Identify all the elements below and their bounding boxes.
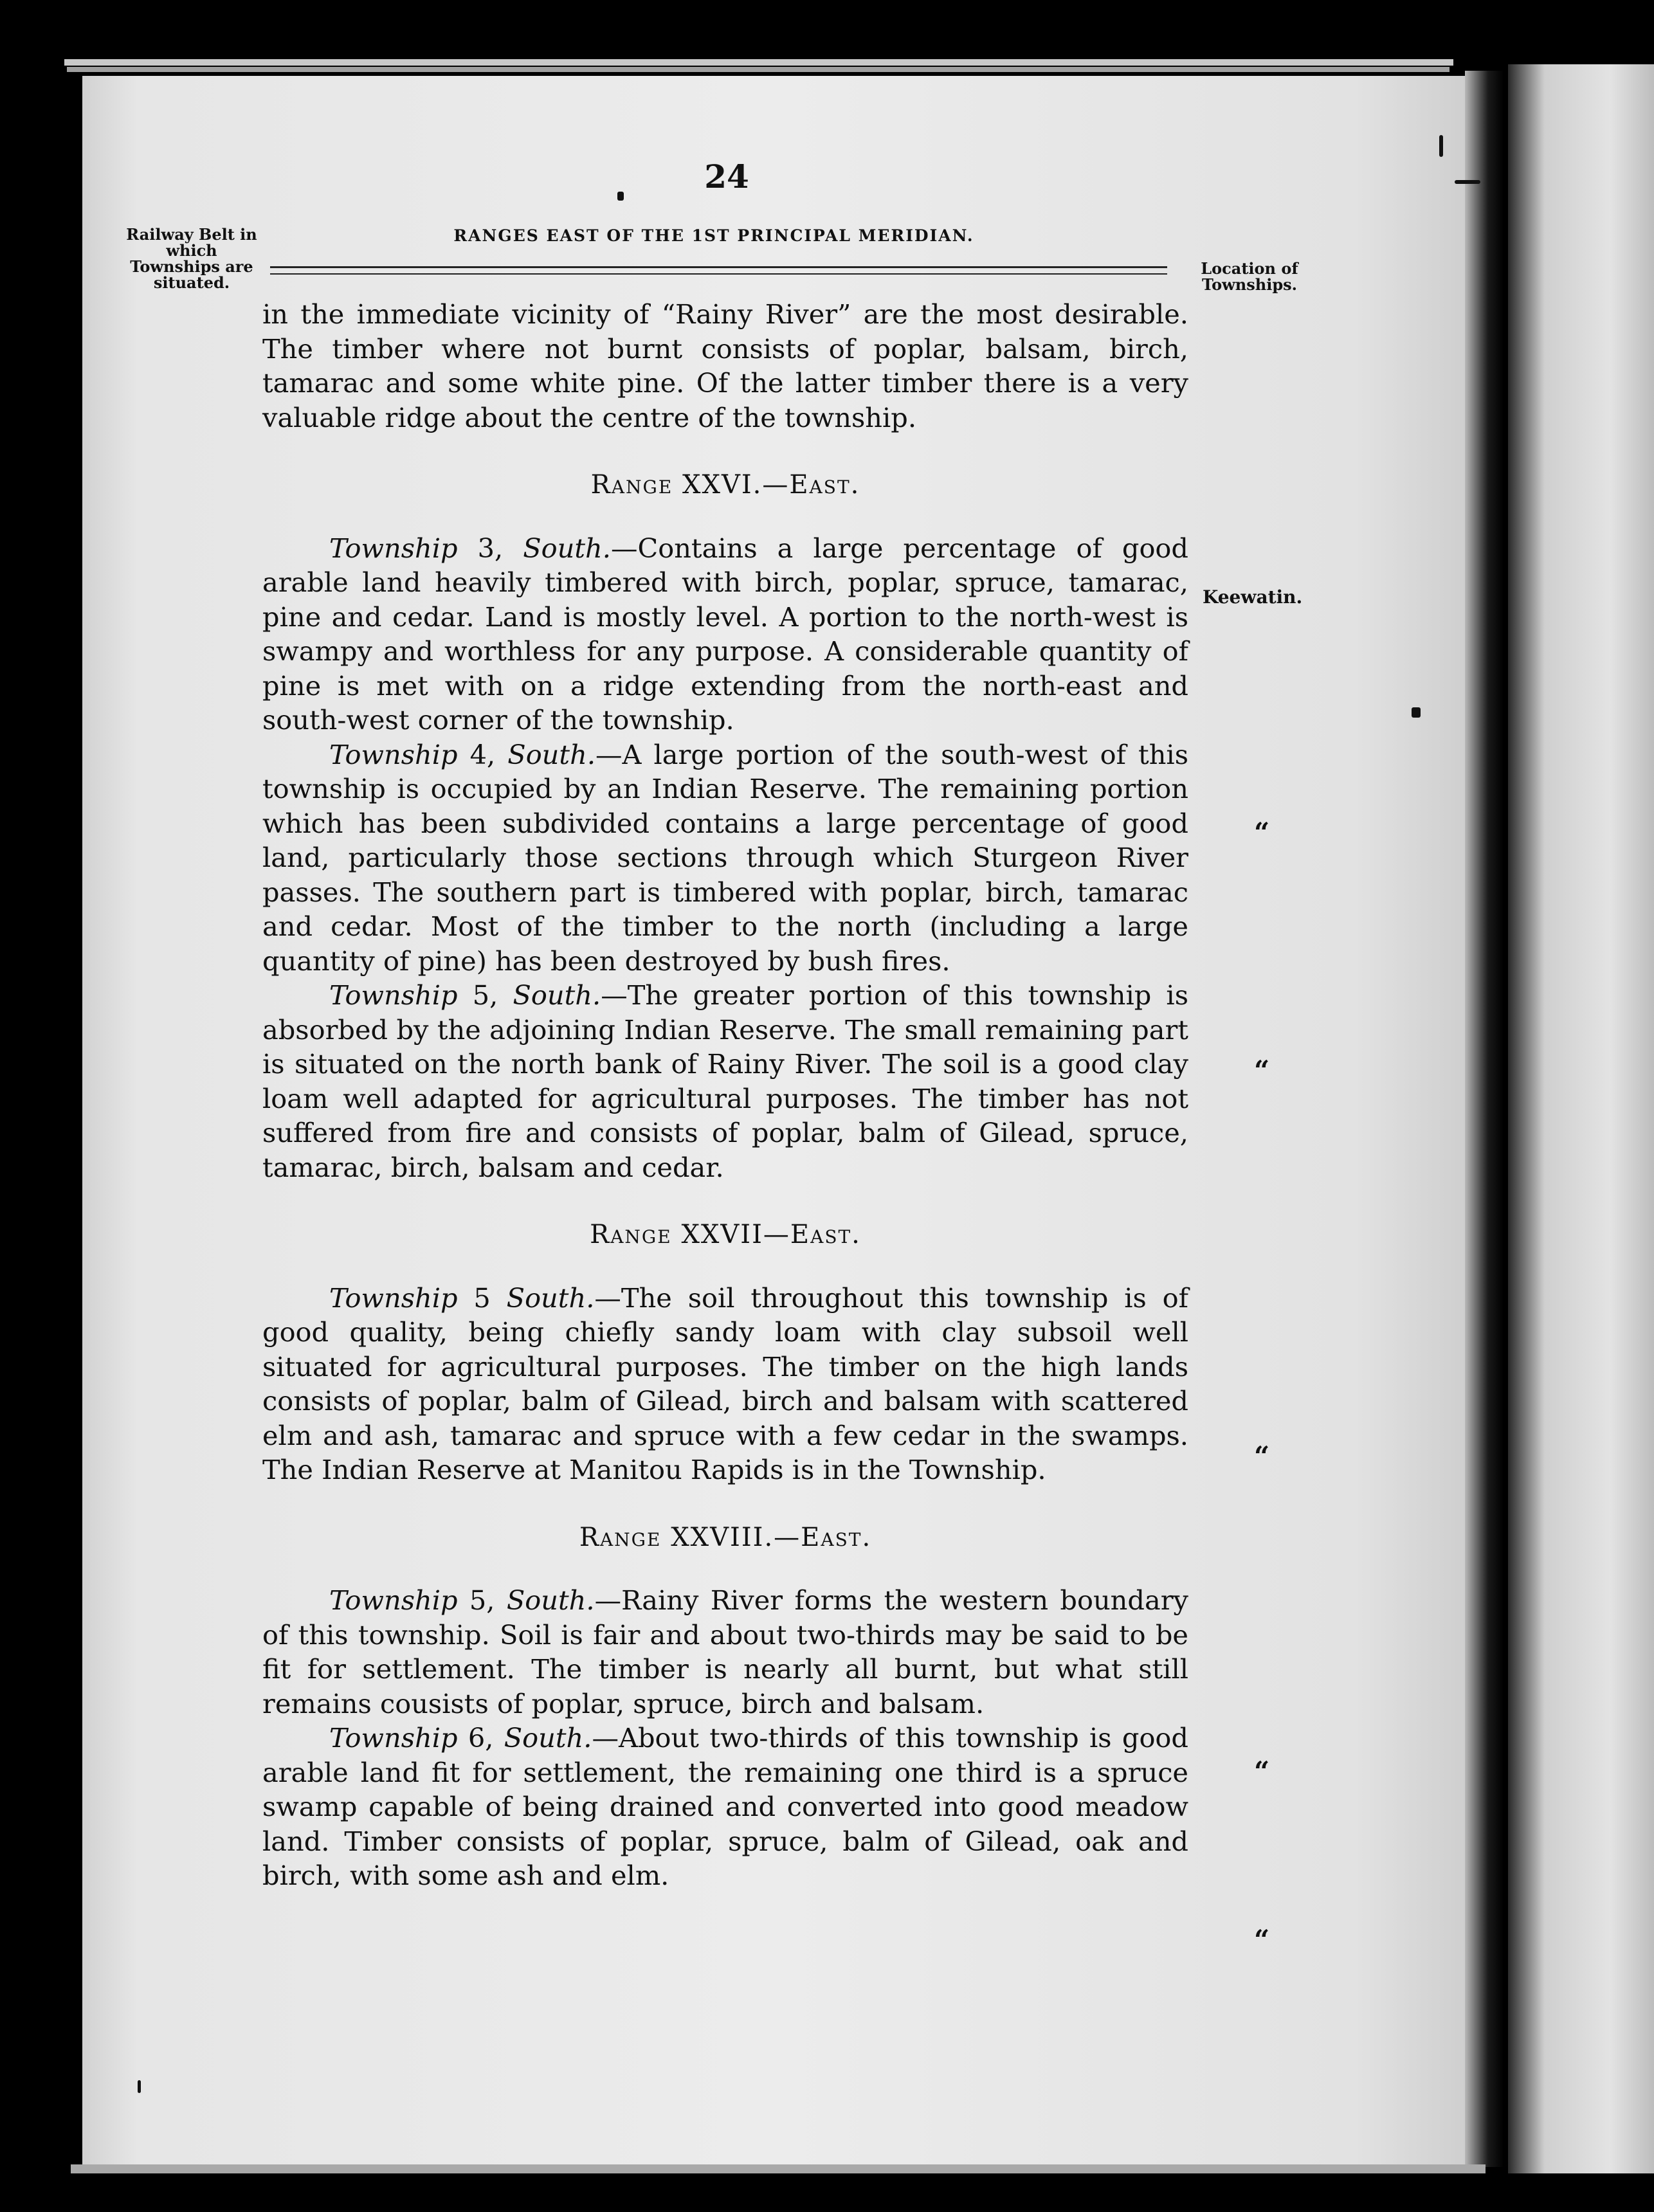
page-edge xyxy=(67,67,1450,72)
entry-number: 5 xyxy=(457,1282,507,1314)
margin-note-location: Keewatin. xyxy=(1203,586,1303,608)
entry-label: Township xyxy=(329,1282,458,1314)
entry-direction: South. xyxy=(504,1722,592,1754)
continued-paragraph: in the immediate vicinity of “Rainy River” are the most desirable. The timber where not burnt consists of poplar, balsam, birch, tamarac and some white pine. Of the latter timber there is a very valuable ridge about the centre of the township. xyxy=(262,298,1188,433)
page-number: 24 xyxy=(704,158,749,195)
page-edge xyxy=(71,2164,1486,2173)
running-head: RANGES EAST OF THE 1ST PRINCIPAL MERIDIAN. xyxy=(453,226,974,245)
entry-number: 5, xyxy=(457,1584,507,1616)
entry-number: 5, xyxy=(457,979,513,1011)
entry-text: —A large portion of the south-west of this township is occupied by an Indian Reserve. The remaining portion which has been subdivided contains a large percentage of good land, particularly those sections through which Sturgeon River passes. The southern part is timbered with poplar, birch, tamarac and cedar. Most of the timber to the north (including a large quantity of pine) has been destroyed by bush fires. xyxy=(262,738,1188,977)
entry-label: Township xyxy=(329,1722,458,1754)
body-text xyxy=(262,297,1188,1893)
header-rule xyxy=(270,266,1167,275)
entry-direction: South. xyxy=(506,1584,595,1616)
right-margin-heading: Location of Townships. xyxy=(1201,259,1298,294)
township-entry xyxy=(262,978,1188,1184)
entry-text: —Rainy River forms the western boundary of this township. Soil is fair and about two-thirds may be said to be fit for settlement. The timber is nearly all burnt, but what still remains cousists of poplar, spruce, birch and balsam. xyxy=(262,1584,1188,1719)
scan-speck xyxy=(1412,707,1421,718)
township-entry xyxy=(262,1281,1188,1487)
township-entry xyxy=(262,1721,1188,1893)
scan-speck xyxy=(138,2080,141,2093)
margin-ditto-mark: “ xyxy=(1254,1755,1270,1787)
township-entry xyxy=(262,531,1188,738)
entry-number: 3, xyxy=(457,532,523,564)
scan-speck xyxy=(617,192,624,201)
page-edge xyxy=(64,59,1453,66)
scan-speck xyxy=(1455,180,1480,184)
margin-ditto-mark: “ xyxy=(1254,1924,1270,1955)
entry-number: 4, xyxy=(457,738,508,770)
entry-label: Township xyxy=(329,1584,458,1616)
section-heading: Range XXVIII.—East. xyxy=(579,1522,872,1552)
entry-label: Township xyxy=(329,979,458,1011)
section-heading: Range XXVI.—East. xyxy=(590,470,860,500)
entry-direction: South. xyxy=(523,532,611,564)
township-entry xyxy=(262,1583,1188,1721)
entry-direction: South. xyxy=(513,979,601,1011)
entry-text: —The soil throughout this township is of good quality, being chiefly sandy loam with clay subsoil well situated for agricultural purposes. The timber on the high lands consists of poplar, balm of Gilead, birch and balsam with scattered elm and ash, tamarac and spruce with a few cedar in the swamps. The Indian Reserve at Manitou Rapids is in the Township. xyxy=(262,1282,1188,1485)
facing-page-edge xyxy=(1508,64,1654,2173)
entry-text: —The greater portion of this township is absorbed by the adjoining Indian Reserve. The small remaining part is situated on the north bank of Rainy River. The soil is a good clay loam well adapted for agricultural purposes. The timber has not suffered from fire and consists of poplar, balm of Gilead, spruce, tamarac, birch, balsam and cedar. xyxy=(262,979,1188,1183)
left-margin-heading: Railway Belt in which Townships are situated. xyxy=(126,225,257,292)
margin-ditto-mark: “ xyxy=(1254,1055,1270,1086)
entry-label: Township xyxy=(329,738,458,770)
margin-ditto-mark: “ xyxy=(1254,1440,1270,1472)
entry-number: 6, xyxy=(457,1722,504,1754)
margin-ditto-mark: “ xyxy=(1254,817,1270,848)
section-heading: Range XXVII—East. xyxy=(590,1220,861,1249)
scan-speck xyxy=(1439,135,1443,157)
entry-label: Township xyxy=(329,532,458,564)
entry-direction: South. xyxy=(507,738,596,770)
book-gutter xyxy=(1465,71,1504,2167)
entry-text: —About two-thirds of this township is good arable land fit for settlement, the remaining one third is a spruce swamp capable of being drained and converted into good meadow land. Timber consists of poplar, spruce, balm of Gilead, oak and birch, with some ash and elm. xyxy=(262,1722,1188,1891)
entry-direction: South. xyxy=(506,1282,595,1314)
entry-text: —Contains a large percentage of good arable land heavily timbered with birch, poplar, spruce, tamarac, pine and cedar. Land is mostly level. A portion to the north-west is swampy and worthless for any purpose. A considerable quantity of pine is met with on a ridge extending from the north-east and south-west corner of the township. xyxy=(262,532,1188,736)
township-entry xyxy=(262,738,1188,979)
